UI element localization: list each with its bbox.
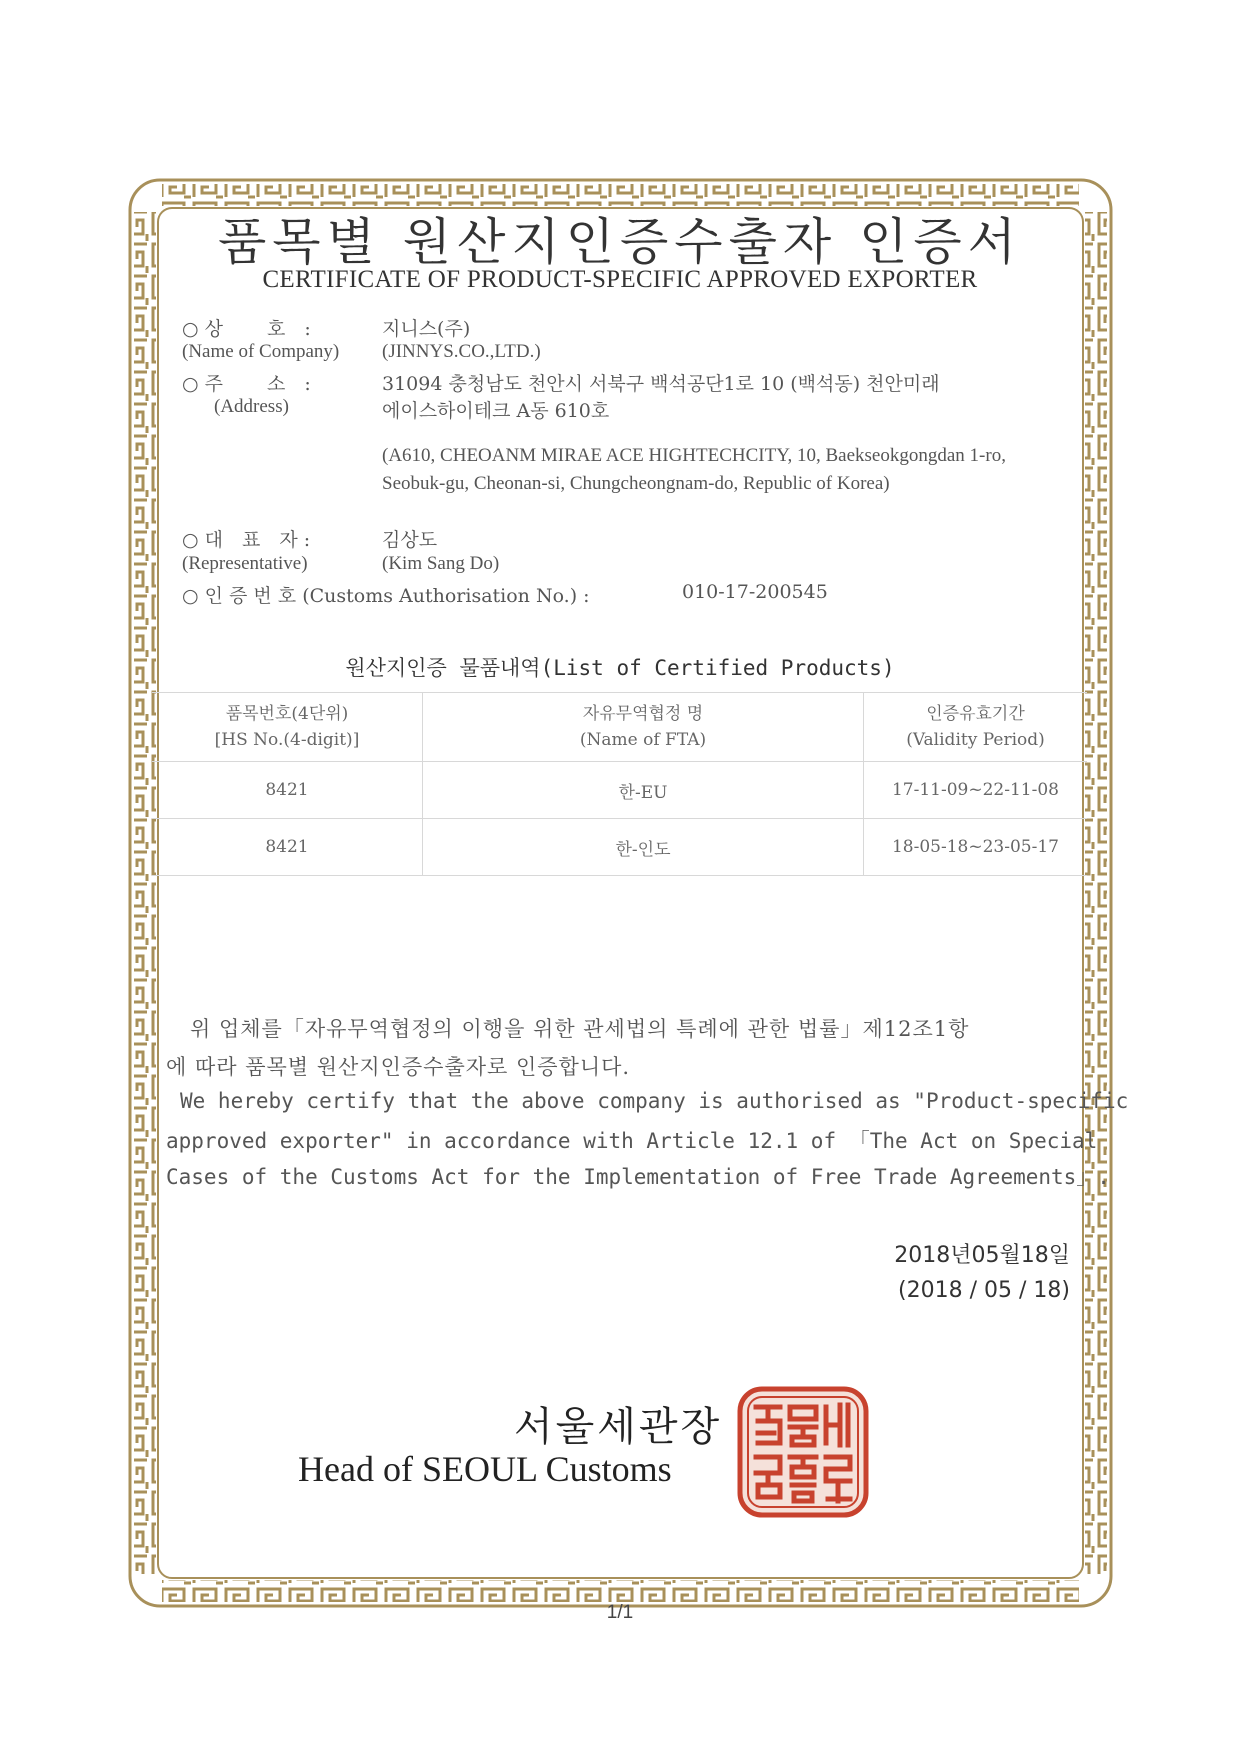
address-label-english: (Address) (214, 396, 289, 417)
representative-label-korean: ○ 대 표 자 : (182, 529, 311, 551)
representative-name-korean: 김상도 (382, 529, 438, 551)
issue-date-english: (2018 / 05 / 18) (898, 1278, 1070, 1303)
header-fta-name (423, 693, 864, 762)
authorisation-number: 010-17-200545 (682, 581, 828, 603)
cell-hs-number: 8421 (152, 819, 423, 876)
certificate-title-english: CERTIFICATE OF PRODUCT-SPECIFIC APPROVED EXPORTER (262, 266, 978, 293)
address-korean-line2: 에이스하이테크 A동 610호 (382, 400, 610, 422)
certified-products-table (152, 692, 1087, 876)
company-name-english: (JINNYS.CO.,LTD.) (382, 341, 541, 362)
table-header-row (152, 693, 1087, 762)
cell-validity-period: 18-05-18~23-05-17 (864, 819, 1088, 876)
products-section-title: 원산지인증 물품내역(List of Certified Products) (345, 656, 895, 680)
company-label-korean: ○ 상 호 : (182, 318, 311, 340)
header-fta-name-ko: 자유무역협정 명 (582, 704, 704, 724)
certification-english-line1: We hereby certify that the above company is authorised as "Product-specific (180, 1089, 1129, 1113)
header-hs-number-ko: 품목번호(4단위) (225, 704, 349, 724)
header-hs-number (152, 693, 423, 762)
issue-date-korean: 2018년05월18일 (894, 1243, 1070, 1268)
company-name-korean: 지니스(주) (382, 318, 471, 340)
address-english-line1: (A610, CHEOANM MIRAE ACE HIGHTECHCITY, 10, Baekseokgongdan 1-ro, (382, 445, 1006, 466)
certification-korean-line2: 에 따라 품목별 원산지인증수출자로 인증합니다. (166, 1055, 631, 1079)
certification-english-line2: approved exporter" in accordance with Article 12.1 of 「The Act on Special (166, 1129, 1098, 1153)
certification-english-line3: Cases of the Customs Act for the Implementation of Free Trade Agreements」. (166, 1165, 1110, 1189)
table-row (152, 819, 1087, 876)
official-seal-stamp (736, 1385, 870, 1519)
header-validity-period-ko: 인증유효기간 (926, 704, 1025, 724)
address-label-korean: ○ 주 소 : (182, 373, 311, 395)
authorisation-label: ○ 인 증 번 호 (Customs Authorisation No.) : (182, 585, 590, 607)
header-fta-name-en: (Name of FTA) (579, 730, 707, 750)
representative-label-english: (Representative) (182, 553, 308, 574)
address-english-line2: Seobuk-gu, Cheonan-si, Chungcheongnam-do, Republic of Korea) (382, 473, 890, 494)
cell-hs-number: 8421 (152, 762, 423, 819)
cell-validity-period: 17-11-09~22-11-08 (864, 762, 1088, 819)
header-validity-period-en: (Validity Period) (906, 730, 1045, 750)
cell-fta-name: 한-인도 (423, 819, 864, 876)
address-korean-line1: 31094 충청남도 천안시 서북구 백석공단1로 10 (백석동) 천안미래 (382, 373, 940, 395)
header-validity-period (864, 693, 1088, 762)
representative-name-english: (Kim Sang Do) (382, 553, 500, 574)
page-number: 1/1 (606, 1602, 634, 1623)
company-label-english: (Name of Company) (182, 341, 340, 362)
header-hs-number-en: [HS No.(4-digit)] (214, 730, 360, 750)
certification-korean-line1: 위 업체를「자유무역협정의 이행을 위한 관세법의 특례에 관한 법률」제12조1항 (190, 1017, 970, 1041)
table-row (152, 762, 1087, 819)
cell-fta-name: 한-EU (423, 762, 864, 819)
issuer-korean: 서울세관장 (514, 1404, 723, 1450)
certificate-title-korean: 품목별 원산지인증수출자 인증서 (218, 213, 1022, 271)
issuer-english: Head of SEOUL Customs (298, 1449, 672, 1489)
